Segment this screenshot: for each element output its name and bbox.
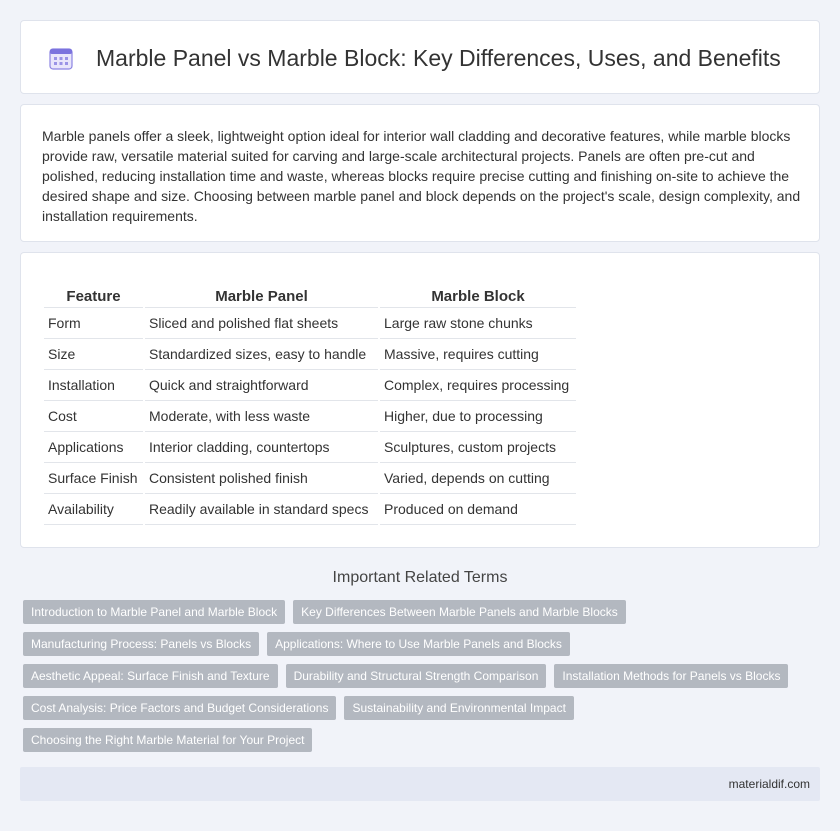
cell-block: Complex, requires processing	[380, 370, 576, 401]
cell-feature: Surface Finish	[44, 463, 143, 494]
header-marble-block: Marble Block	[380, 286, 576, 308]
cell-block: Large raw stone chunks	[380, 308, 576, 339]
table-row	[44, 432, 576, 463]
tag-row	[23, 664, 813, 688]
tag-link[interactable]: Sustainability and Environmental Impact	[344, 696, 573, 720]
related-terms-list	[23, 600, 813, 760]
calendar-icon	[48, 45, 74, 71]
tag-link[interactable]: Key Differences Between Marble Panels and Marble Blocks	[293, 600, 626, 624]
cell-panel: Readily available in standard specs	[145, 494, 378, 525]
cell-feature: Availability	[44, 494, 143, 525]
cell-block: Higher, due to processing	[380, 401, 576, 432]
comparison-card	[20, 252, 820, 548]
table-row	[44, 308, 576, 339]
tag-link[interactable]: Applications: Where to Use Marble Panels and Blocks	[267, 632, 570, 656]
footer-site[interactable]: materialdif.com	[728, 777, 810, 791]
tag-link[interactable]: Durability and Structural Strength Comparison	[286, 664, 547, 688]
tag-row	[23, 728, 813, 752]
tag-link[interactable]: Manufacturing Process: Panels vs Blocks	[23, 632, 259, 656]
table-header-row	[44, 286, 576, 308]
page-title: Marble Panel vs Marble Block: Key Differences, Uses, and Benefits	[96, 45, 781, 71]
header-marble-panel: Marble Panel	[145, 286, 378, 308]
related-terms-heading: Important Related Terms	[332, 569, 508, 586]
intro-card	[20, 104, 820, 242]
cell-block: Varied, depends on cutting	[380, 463, 576, 494]
cell-block: Massive, requires cutting	[380, 339, 576, 370]
comparison-table	[42, 286, 578, 525]
cell-block: Sculptures, custom projects	[380, 432, 576, 463]
cell-feature: Cost	[44, 401, 143, 432]
footer	[20, 767, 820, 801]
cell-feature: Form	[44, 308, 143, 339]
tag-link[interactable]: Installation Methods for Panels vs Blocks	[554, 664, 788, 688]
tag-row	[23, 696, 813, 720]
cell-panel: Interior cladding, countertops	[145, 432, 378, 463]
tag-row	[23, 600, 813, 624]
table-row	[44, 339, 576, 370]
cell-panel: Standardized sizes, easy to handle	[145, 339, 378, 370]
header-feature: Feature	[44, 286, 143, 308]
tag-link[interactable]: Introduction to Marble Panel and Marble Block	[23, 600, 285, 624]
table-row	[44, 401, 576, 432]
cell-feature: Applications	[44, 432, 143, 463]
table-row	[44, 370, 576, 401]
cell-block: Produced on demand	[380, 494, 576, 525]
cell-panel: Consistent polished finish	[145, 463, 378, 494]
tag-link[interactable]: Cost Analysis: Price Factors and Budget Considerations	[23, 696, 336, 720]
cell-panel: Quick and straightforward	[145, 370, 378, 401]
intro-paragraph: Marble panels offer a sleek, lightweight option ideal for interior wall cladding and decorative features, while marble blocks provide raw, versatile material suited for carving and large-scale architectural projects. Panels are often pre-cut and polished, reducing installation time and waste, whereas blocks require precise cutting and finishing on-site to achieve the desired shape and size. Choosing between marble panel and block depends on the project's scale, design complexity, and installation requirements.	[42, 128, 801, 224]
cell-panel: Moderate, with less waste	[145, 401, 378, 432]
cell-feature: Installation	[44, 370, 143, 401]
table-row	[44, 463, 576, 494]
cell-panel: Sliced and polished flat sheets	[145, 308, 378, 339]
tag-row	[23, 632, 813, 656]
cell-feature: Size	[44, 339, 143, 370]
table-row	[44, 494, 576, 525]
tag-link[interactable]: Choosing the Right Marble Material for Your Project	[23, 728, 312, 752]
tag-link[interactable]: Aesthetic Appeal: Surface Finish and Texture	[23, 664, 278, 688]
